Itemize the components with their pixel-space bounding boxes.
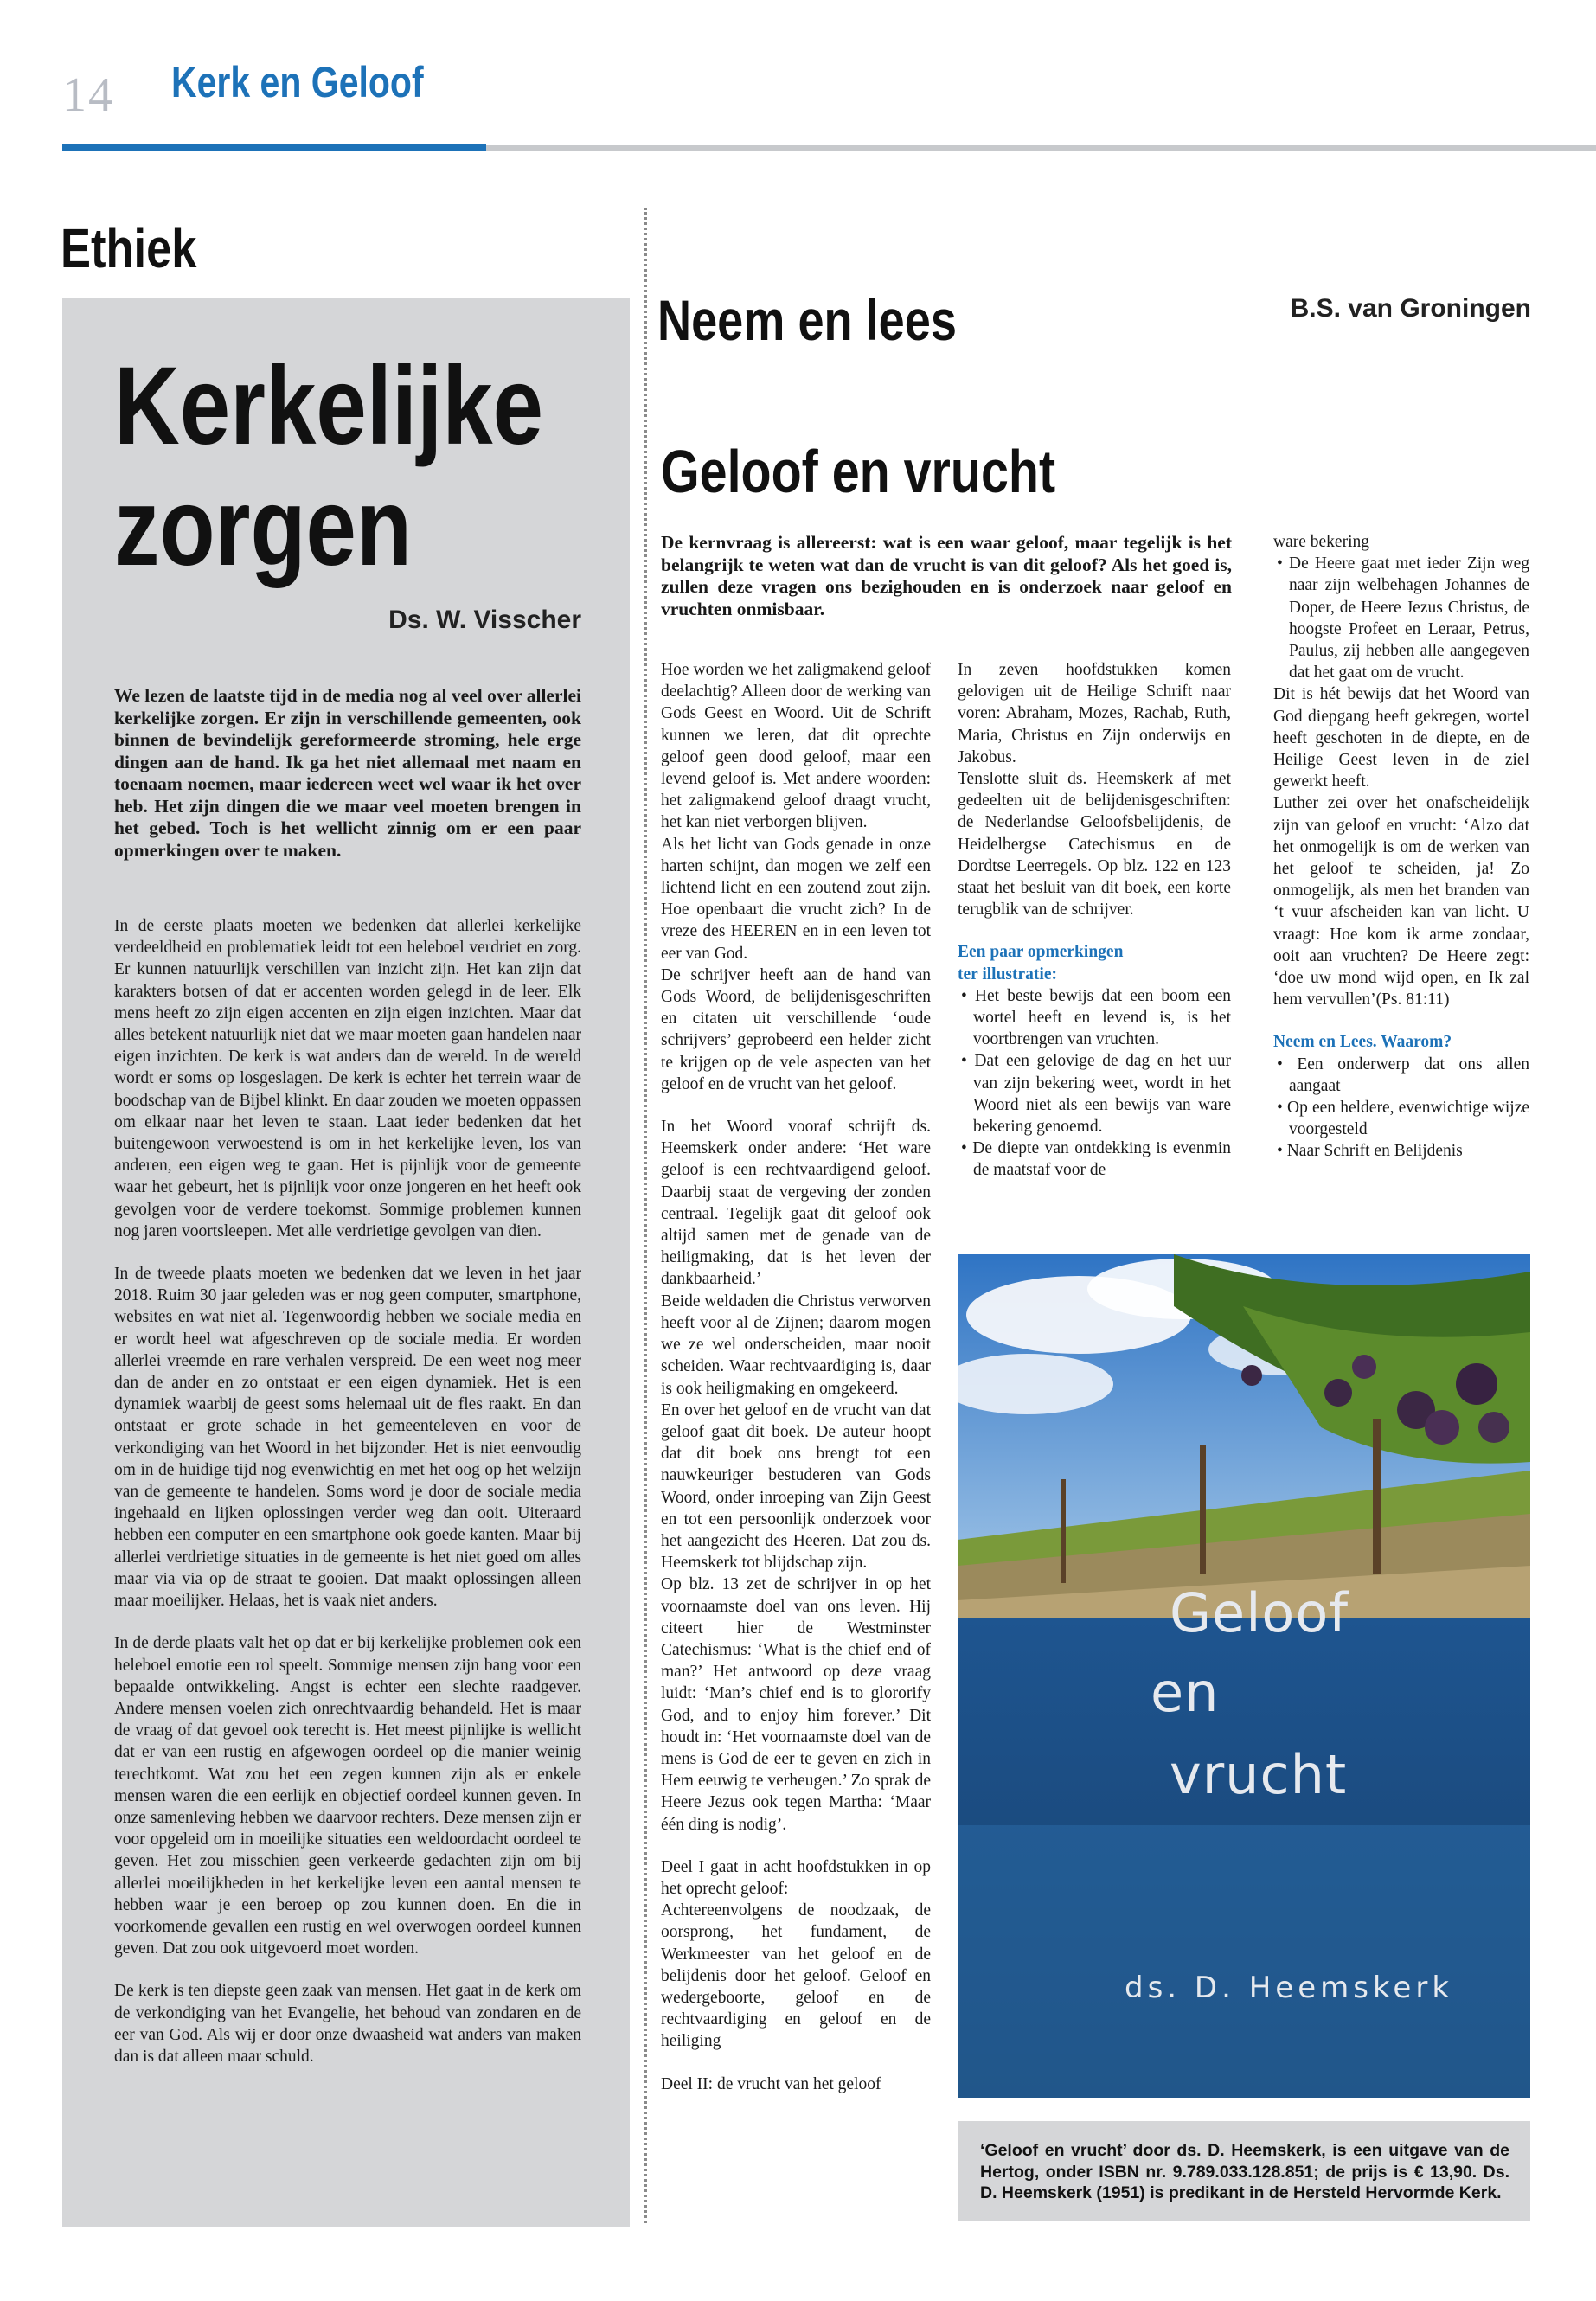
review-column-1 <box>661 659 931 2095</box>
paragraph: Achtereenvolgens de noodzaak, de oorsprong, het fundament, de Werkmeester van het geloof en de belijdenis door het geloof. Geloof en wedergeboorte, geloof en de rechtvaardiging en geloof en de heiliging <box>661 1901 931 2051</box>
subheading: Een paar opmerkingen <box>958 943 1124 962</box>
cover-title: Geloof <box>1170 1581 1349 1644</box>
cover-title: en <box>1151 1661 1220 1724</box>
article-title: Kerkelijke zorgen <box>114 344 543 589</box>
article-intro: We lezen de laatste tijd in de media nog al veel over allerlei kerkelijke zorgen. Er zijn in verschillende gemeenten, ook binnen de bevindelijk gereformeerde stroming, hele erge dingen aan de hand. Ik ga het niet allemaal met naam en toenaam noemen, maar iedereen weet wel waar ik het over heb. Het zijn dingen die we maar veel moeten brengen in het gebed. Toch is het wellicht zinnig om er een paar opmerkingen over te maken. <box>114 685 581 861</box>
bullet-item: • Naar Schrift en Belijdenis <box>1277 1142 1463 1161</box>
paragraph: Deel I gaat in acht hoofdstukken in op het oprecht geloof: <box>661 1857 931 1898</box>
paragraph: Op blz. 13 zet de schrijver in op het voornaamste doel van ons leven. Hij citeert hier de Westminster Catechismus: ‘What is the chief end of man?’ Het antwoord op deze vraag luidt: ‘Man’s chief end is to glororify God, and to enjoy him forever.’ Dit houdt in: ‘Het voornaamste doel van de mens is God de eer te geven en zich in Hem eeuwig te verheugen.’ Zo sprak de Heere Jezus ook tegen Martha: ‘Maar één ding is nodig’. <box>661 1575 931 1834</box>
paragraph: Als het licht van Gods genade in onze harten schijnt, dan mogen we zelf een lichtend licht en een zoutend zout zijn. Hoe openbaart die vrucht zich? In de vreze des HEEREN en in een leven tot eer van God. <box>661 835 931 963</box>
paragraph: In de eerste plaats moeten we bedenken dat allerlei kerkelijke verdeeldheid en problematiek leidt tot een heleboel verdriet en zorg. Er kunnen natuurlijk verschillen van inzicht zijn. Het kan zijn dat karakters botsen of dat er accenten worden gelegd in de leer. Elk mens heeft zo zijn eigen accenten en zijn eigen inzichten. Maar dat alles betekent natuurlijk niet dat we maar moeten gaan handelen naar eigen inzichten. De kerk is wat anders dan de wereld. In de wereld wordt er soms op losgeslagen. De kerk is echter het terrein waar de boodschap van de Bijbel klinkt. En daar zouden we moeten oppassen om elkaar naar het leven te staan. Laat ieder bedenken dat het buitengewoon verwoestend is om in het kerkelijke leven, los van anderen, een eigen weg te gaan. Het is pijnlijk voor de gemeente waar het gebeurt, het is pijnlijk voor onze jongeren en het heeft ook gevolgen voor de verdere toekomst. Sommige problemen kunnen nog jaren voortsleepen. Met alle verdrietige gevolgen van dien. <box>114 917 581 1240</box>
paragraph: In zeven hoofdstukken komen gelovigen uit de Heilige Schrift naar voren: Abraham, Mozes, Rachab, Ruth, Maria, Christus en Zijn onderwijs en Jakobus. <box>958 661 1231 766</box>
section-title: Kerk en Geloof <box>171 58 424 106</box>
review-author: B.S. van Groningen <box>1290 294 1531 323</box>
paragraph: En over het geloof en de vrucht van dat geloof gaat dit boek. De auteur hoopt dat dit boek ons brengt tot een nauwkeuriger bestuderen van Gods Woord, onder inroeping van Zijn Geest en tot een persoonlijk onderzoek voor het aangezicht des Heeren. Dat zou ds. Heemskerk tot blijdschap zijn. <box>661 1400 931 1573</box>
paragraph: ware bekering <box>1273 533 1369 551</box>
paragraph: Dit is hét bewijs dat het Woord van God diepgang heeft gekregen, wortel heeft geschoten in de diepte, en de Heilige Geest leven in de ziel gewerkt heeft. <box>1273 685 1529 792</box>
article-body <box>114 915 581 2088</box>
header-rule <box>486 145 1596 151</box>
paragraph: In de tweede plaats moeten we bedenken dat we leven in het jaar 2018. Ruim 30 jaar geleden was er nog geen computer, smartphone, websites en wat niet al. Tegenwoordig hebben we sociale media en er wordt heel wat afgeschreven op de sociale media. Er worden allerlei vreemde en rare verhalen verspreid. De een weet nog meer dan de ander en zo ontstaat er een eigen dynamiek. Het is een dynamiek waarbij de geest soms helemaal uit de fles raakt. En dan ontstaat er grote schade in het gemeenteleven en voor de verkondiging van het Woord in het bijzonder. Het is niet eenvoudig om in de huidige tijd nog evenwichtig en met het oog op het welzijn van de gemeente te handelen. Soms word je door de sociale media ingehaald en lijken oplossingen verder weg dan ooit. Uiteraard hebben een computer en een smartphone ook goede kanten. Maar bij allerlei verdrietige situaties in de gemeente is het niet goed om alles maar via via op de straat te gooien. Dat maakt oplossingen alleen maar moeilijker. Helaas, het is vaak niet anders. <box>114 1265 581 1611</box>
review-intro: De kernvraag is allereerst: wat is een waar geloof, maar tegelijk is het belangrijk te weten wat dan de vrucht is van dit geloof? Als het goed is, zullen deze vragen ons bezighouden en is onderzoek naar geloof en vruchten onmisbaar. <box>661 532 1232 619</box>
article-author: Ds. W. Visscher <box>388 606 581 634</box>
paragraph: In de derde plaats valt het op dat er bij kerkelijke problemen ook een heleboel emotie een rol speelt. Sommige mensen zijn bang voor een bepaalde ontwikkeling. Angst is echter een slechte raadgever. Andere mensen voelen zich onrechtvaardig behandeld. Het is maar de vraag of dat gevoel ook terecht is. Het meest pijnlijke is wellicht dat er van een rustig en afgewogen oordeel op die manier weinig terechtkomt. Wat zou het een zegen kunnen zijn als er enkele mensen waren die een eerlijk en objectief oordeel kunnen geven. In onze samenleving hebben we daarvoor rechters. Deze mensen zijn er voor opgeleid om in moeilijke situaties een weldoordacht oordeel te geven. Het zou misschien geen verkeerde gedachten zijn om bij allerlei moeilijkheden in het kerkelijke leven een aantal mensen te hebben waar je een beroep op zou kunnen doen. En die in voorkomende gevallen een rustig en wel overwogen oordeel kunnen geven. Dat zou ook uitgevoerd moet worden. <box>114 1634 581 1958</box>
header-rule-accent <box>62 144 486 151</box>
cover-author: ds. D. Heemskerk <box>1125 1971 1454 2005</box>
bullet-item: • Dat een gelovige de dag en het uur van zijn bekering weet, wordt in het Woord niet als een bewijs van ware bekering genoemd. <box>961 1052 1231 1137</box>
bullet-item: • De diepte van ontdekking is evenmin de maatstaf voor de <box>961 1139 1231 1180</box>
bullet-item: • Een onderwerp dat ons allen aangaat <box>1277 1054 1529 1095</box>
bullet-item: • Op een heldere, evenwichtige wijze voorgesteld <box>1277 1099 1529 1139</box>
review-column-3 <box>1273 531 1529 1163</box>
bullet-item: • De Heere gaat met ieder Zijn weg naar zijn welbehagen Johannes de Doper, de Heere Jezus Christus, de hoogste Profeet en Leraar, Petrus, Paulus, zij hebben alle aangegeven dat het gaat om de vrucht. <box>1277 554 1529 683</box>
subheading: ter illustratie: <box>958 965 1057 984</box>
paragraph: Hoe worden we het zaligmakend geloof deelachtig? Alleen door de werking van Gods Geest en Woord. Uit de Schrift kunnen we leren, dat dit oprechte geloof geen dood geloof, maar een levend geloof is. Met andere woorden: het zaligmakend geloof draagt vrucht, het kan niet verborgen blijven. <box>661 661 931 832</box>
column-divider <box>644 208 647 2223</box>
paragraph: In het Woord vooraf schrijft ds. Heemskerk onder andere: ‘Het ware geloof is een rechtvaardigend geloof. Daarbij staat de vergeving der zonden centraal. Tegelijk gaat dit geloof ook altijd samen met de genade van de heiligmaking, dat is het leven der dankbaarheid.’ <box>661 1118 931 1289</box>
paragraph: Deel II: de vrucht van het geloof <box>661 2074 881 2093</box>
review-title: Geloof en vrucht <box>661 438 1056 505</box>
page-number: 14 <box>62 68 114 122</box>
subheading: Neem en Lees. Waarom? <box>1273 1033 1452 1052</box>
column-title: Neem en lees <box>657 288 957 352</box>
category-label: Ethiek <box>61 217 197 279</box>
paragraph: Luther zei over het onafscheidelijk zijn van geloof en vrucht: ‘Alzo dat het onmogelijk is om de werken van het geloof te scheiden, ja! Zo onmogelijk, als men het branden van ‘t vuur afscheiden kan van licht. U vraagt: Hoe kom ik arme zondaar, ooit aan vruchten? De Heere zegt: ‘doe uw mond wijd open, en Ik zal hem vervullen’(Ps. 81:11) <box>1273 794 1529 1009</box>
paragraph: De kerk is ten diepste geen zaak van mensen. Het gaat in de kerk om de verkondiging van het Evangelie, het behoud van zondaren en de eer van God. Als wij er door onze dwaasheid wat anders van maken dan is dat alleen maar schuld. <box>114 1982 581 2066</box>
bullet-item: • Het beste bewijs dat een boom een wortel heeft en levend is, is het voortbrengen van vruchten. <box>961 986 1231 1049</box>
paragraph: De schrijver heeft aan de hand van Gods Woord, de belijdenisgeschriften en citaten uit verschillende ‘oude schrijvers’ geprobeerd een helder zicht te krijgen op de vele aspecten van het geloof en de vrucht van het geloof. <box>661 965 931 1093</box>
cover-title: vrucht <box>1170 1743 1348 1806</box>
paragraph: Tenslotte sluit ds. Heemskerk af met gedeelten uit de belijdenisgeschriften: de Nederlandse Geloofsbelijdenis, de Heidelbergse Catechismus en de Dordtse Leerregels. Op blz. 122 en 123 staat het besluit van dit boek, een korte terugblik van de schrijver. <box>958 770 1231 920</box>
paragraph: Beide weldaden die Christus verworven heeft voor al de Zijnen; daarom mogen we ze wel onderscheiden, maar nooit scheiden. Waar rechtvaardiging is, daar is ook heiligmaking en omgekeerd. <box>661 1292 931 1398</box>
review-column-2 <box>958 659 1231 1182</box>
book-caption: ‘Geloof en vrucht’ door ds. D. Heemskerk, is een uitgave van de Hertog, onder ISBN nr. 9.789.033.128.851; de prijs is € 13,90. Ds. D. Heemskerk (1951) is predikant in de Hersteld Hervormde Kerk. <box>980 2141 1509 2202</box>
